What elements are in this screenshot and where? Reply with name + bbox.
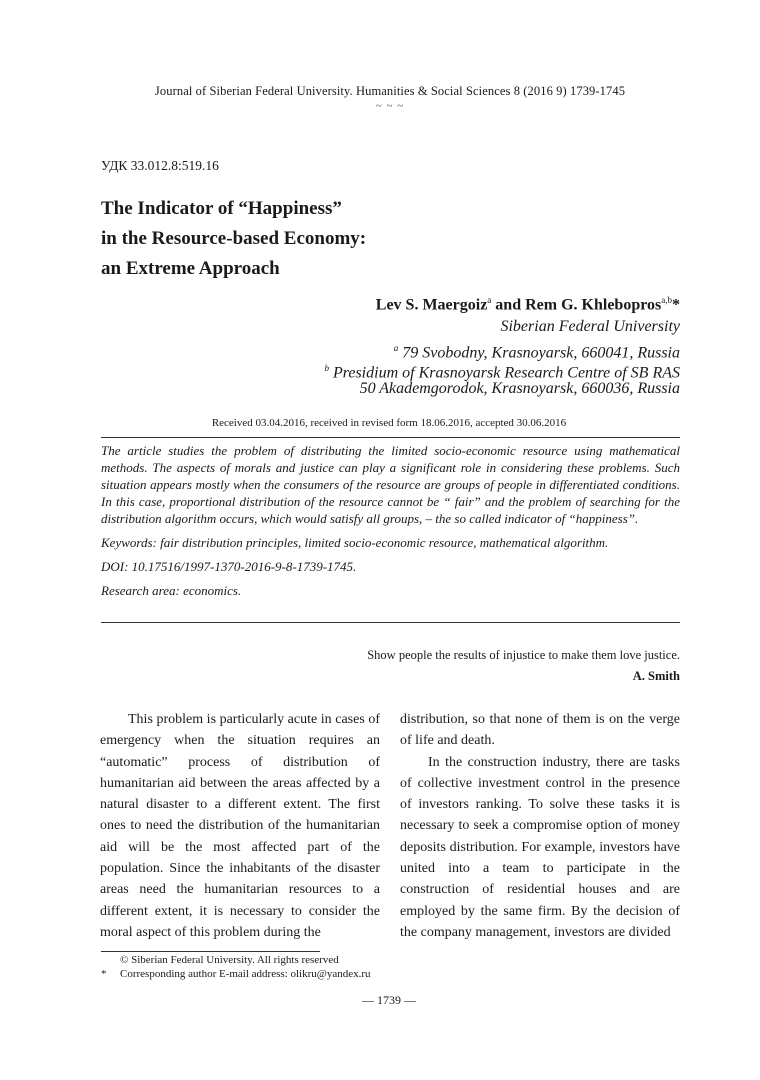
author-2: Rem G. Khlebopros — [525, 296, 662, 314]
affiliation-university: Siberian Federal University — [500, 318, 680, 335]
footnote-rule — [101, 951, 320, 952]
footnote-copyright: © Siberian Federal University. All rights reserved — [120, 954, 339, 966]
author-conjunction: and — [491, 296, 526, 314]
article-title — [101, 194, 366, 284]
body-column-right — [400, 709, 680, 943]
doi: DOI: 10.17516/1997-1370-2016-9-8-1739-1745. — [101, 559, 357, 574]
abstract — [101, 442, 680, 599]
affiliation-a-sup: a — [393, 343, 399, 353]
epigraph-quote: Show people the results of injustice to make them love justice. — [367, 648, 680, 662]
affiliation-a-address: 79 Svobodny, Krasnoyarsk, 660041, Russia — [398, 344, 680, 362]
page-number: — 1739 — — [362, 993, 416, 1007]
journal-header: Journal of Siberian Federal University. Humanities & Social Sciences 8 (2016 9) 1739-1745 — [154, 84, 626, 98]
corresponding-mark: * — [672, 296, 680, 314]
header-ornament: ~ ~ ~ — [375, 100, 405, 112]
keywords: Keywords: fair distribution principles, limited socio-economic resource, mathematical algorithm. — [101, 535, 609, 550]
author-1-affil: a — [487, 295, 492, 305]
footnote-corresponding — [101, 968, 371, 980]
abstract-text: The article studies the problem of distributing the limited socio-economic resource using mathematical methods. The aspects of morals and justice can play a significant role in considering these problems. Such situation appears mostly when the consumers of the resource are groups of people in differentiated conditions. In this case, proportional distribution of the resource cannot be “ fair” and the problem of searching for the distribution algorithm occurs, which would satisfy all groups, – the so called indicator of “happiness”. — [101, 443, 680, 526]
abstract-top-rule — [101, 437, 680, 438]
udk-code: УДК 33.012.8:519.16 — [101, 158, 219, 173]
abstract-bottom-rule — [101, 622, 680, 623]
title-line-3: an Extreme Approach — [101, 258, 280, 279]
authors — [376, 295, 680, 314]
title-line-2: in the Resource-based Economy: — [101, 228, 367, 249]
affiliation-b-name: Presidium of Krasnoyarsk Research Centre of SB RAS — [328, 364, 680, 382]
footnote-star: * — [101, 968, 107, 980]
body-column-left — [100, 709, 380, 943]
corresponding-email: Corresponding author E-mail address: olikru@yandex.ru — [120, 968, 371, 980]
epigraph-author: A. Smith — [632, 669, 680, 683]
author-2-affil: a,b — [661, 295, 672, 305]
received-dates: Received 03.04.2016, received in revised form 18.06.2016, accepted 30.06.2016 — [211, 417, 567, 429]
title-line-1: The Indicator of “Happiness” — [101, 198, 342, 219]
body-paragraph-continued: distribution, so that none of them is on the verge of life and death. — [400, 712, 680, 749]
affiliation-b-address: 50 Akademgorodok, Krasnoyarsk, 660036, Russia — [359, 380, 680, 397]
author-1: Lev S. Maergoiz — [375, 296, 488, 314]
body-paragraph: This problem is particularly acute in cases of emergency when the situation requires an “automatic” process of distribution of humanitarian aid between the areas affected by a natural disaster to a different extent. The first ones to need the distribution of the humanitarian aid will be the most affected part of the population. Since the inhabitants of the disaster areas need the humanitarian resources to a different extent, it is necessary to consider the moral aspect of this problem during the — [100, 712, 380, 940]
body-paragraph: In the construction industry, there are tasks of collective investment control in the presence of investors ranking. To solve these tasks it is necessary to seek a compromise option of money deposits distribution. For example, investors have united into a team to participate in the construction of residential houses and are employed by the same firm. By the decision of the company management, investors are divided — [400, 754, 680, 940]
affiliation-b-sup: b — [324, 363, 329, 373]
research-area: Research area: economics. — [101, 583, 242, 598]
